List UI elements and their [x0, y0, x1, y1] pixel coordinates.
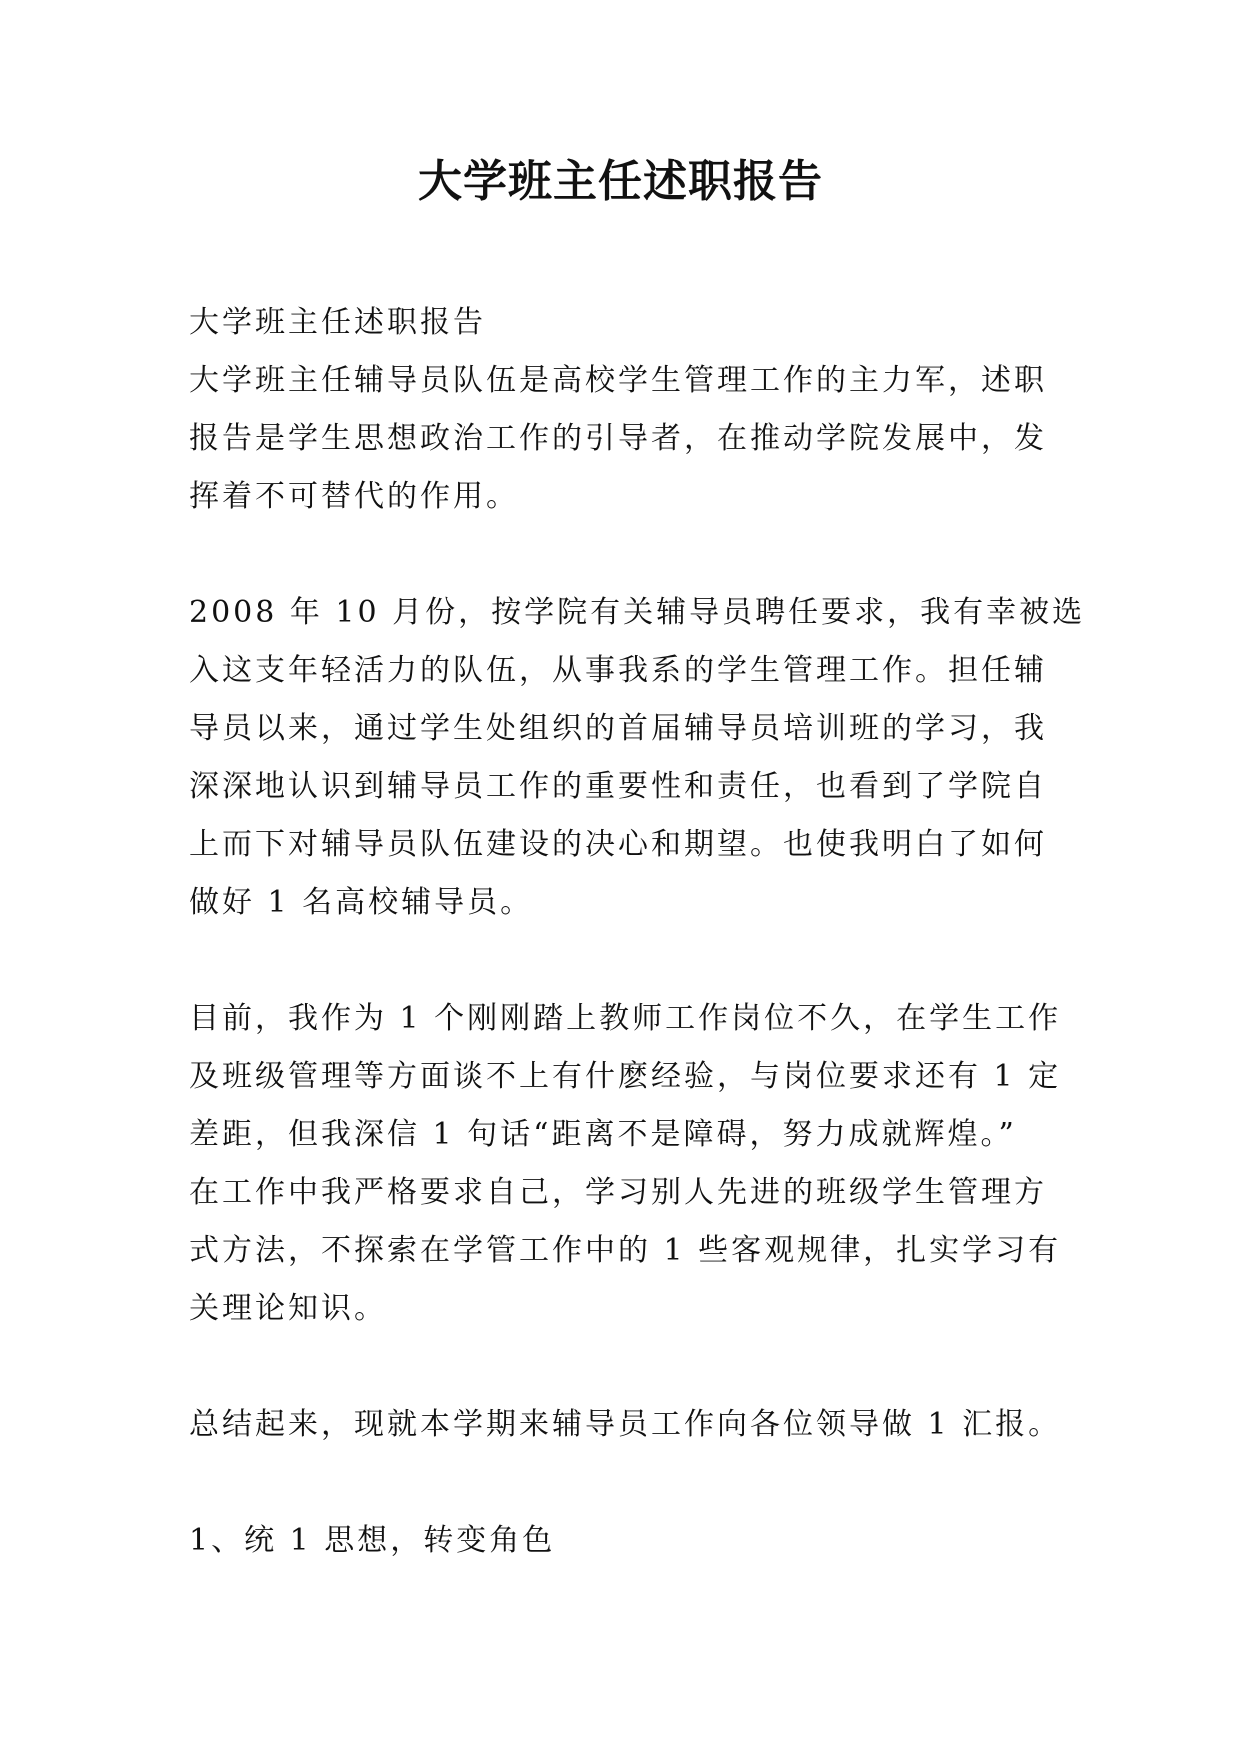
- document-body: [189, 294, 1086, 1570]
- paragraph-gap: [189, 526, 1069, 584]
- text-line: 挥着不可替代的作用。: [189, 479, 519, 514]
- text-line: 做好 1 名高校辅导员。: [189, 885, 534, 920]
- paragraph-current: [189, 990, 1069, 1338]
- paragraph-gap: [189, 1454, 1069, 1512]
- text-line: 1、统 1 思想，转变角色: [189, 1523, 556, 1558]
- text-line: 上而下对辅导员队伍建设的决心和期望。也使我明白了如何: [189, 827, 1047, 862]
- text-line: 目前，我作为 1 个刚刚踏上教师工作岗位不久，在学生工作: [189, 1001, 1062, 1036]
- text-line: 在工作中我严格要求自己，学习别人先进的班级学生管理方: [189, 1175, 1047, 1210]
- text-line: 关理论知识。: [189, 1291, 387, 1326]
- document-title: 大学班主任述职报告: [418, 156, 823, 207]
- section-heading-1: [189, 1512, 1069, 1570]
- paragraph-gap: [189, 932, 1069, 990]
- text-line: 及班级管理等方面谈不上有什麽经验，与岗位要求还有 1 定: [189, 1059, 1062, 1094]
- text-line: 总结起来，现就本学期来辅导员工作向各位领导做 1 汇报。: [189, 1407, 1062, 1442]
- text-line: 报告是学生思想政治工作的引导者，在推动学院发展中，发: [189, 421, 1047, 456]
- paragraph-heading: [189, 294, 1069, 352]
- text-line: 入这支年轻活力的队伍，从事我系的学生管理工作。担任辅: [189, 653, 1047, 688]
- text-line: 式方法，不探索在学管工作中的 1 些客观规律，扎实学习有: [189, 1233, 1062, 1268]
- text-line: 大学班主任辅导员队伍是高校学生管理工作的主力军，述职: [189, 363, 1047, 398]
- text-line: 2008 年 10 月份，按学院有关辅导员聘任要求，我有幸被选: [189, 595, 1086, 630]
- paragraph-intro: [189, 352, 1069, 526]
- paragraph-summary: [189, 1396, 1069, 1454]
- text-line: 深深地认识到辅导员工作的重要性和责任，也看到了学院自: [189, 769, 1047, 804]
- text-line: 导员以来，通过学生处组织的首届辅导员培训班的学习，我: [189, 711, 1047, 746]
- text-line: 大学班主任述职报告: [189, 305, 486, 340]
- paragraph-gap: [189, 1338, 1069, 1396]
- text-line: 差距，但我深信 1 句话“距离不是障碍，努力成就辉煌。”: [189, 1117, 1017, 1152]
- paragraph-background: [189, 584, 1086, 932]
